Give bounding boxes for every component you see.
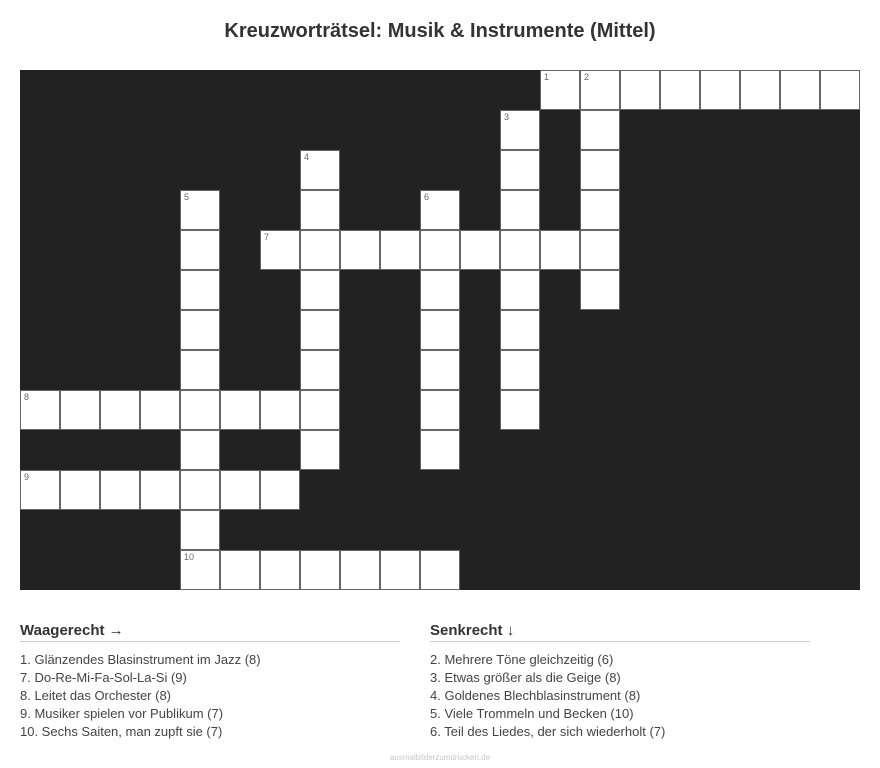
down-clue: 3. Etwas größer als die Geige (8)	[430, 670, 621, 685]
crossword-cell[interactable]	[300, 310, 340, 350]
crossword-cell[interactable]	[580, 150, 620, 190]
clue-number: 2	[584, 72, 590, 82]
clue-number: 6	[424, 192, 430, 202]
crossword-cell[interactable]	[140, 470, 180, 510]
crossword-cell[interactable]	[420, 390, 460, 430]
crossword-cell[interactable]	[540, 70, 580, 110]
crossword-cell[interactable]	[500, 230, 540, 270]
crossword-grid	[20, 70, 860, 590]
crossword-cell[interactable]	[500, 350, 540, 390]
crossword-cell[interactable]	[180, 430, 220, 470]
crossword-cell[interactable]	[420, 350, 460, 390]
clue-number: 9	[24, 472, 30, 482]
crossword-cell[interactable]	[420, 270, 460, 310]
crossword-cell[interactable]	[220, 470, 260, 510]
crossword-cell[interactable]	[260, 390, 300, 430]
clue-number: 8	[24, 392, 30, 402]
crossword-cell[interactable]	[500, 110, 540, 150]
crossword-cell[interactable]	[220, 550, 260, 590]
crossword-cell[interactable]	[340, 230, 380, 270]
crossword-cell[interactable]	[60, 390, 100, 430]
crossword-cell[interactable]	[260, 550, 300, 590]
crossword-cell[interactable]	[100, 470, 140, 510]
crossword-cell[interactable]	[20, 390, 60, 430]
crossword-cell[interactable]	[20, 470, 60, 510]
across-clues	[20, 622, 400, 741]
crossword-cell[interactable]	[260, 230, 300, 270]
crossword-cell[interactable]	[180, 510, 220, 550]
clue-number: 7	[264, 232, 270, 242]
crossword-cell[interactable]	[300, 430, 340, 470]
across-clue: 10. Sechs Saiten, man zupft sie (7)	[20, 724, 223, 739]
crossword-cell[interactable]	[420, 310, 460, 350]
clue-number: 3	[504, 112, 510, 122]
crossword-cell[interactable]	[500, 190, 540, 230]
down-clue: 6. Teil des Liedes, der sich wiederholt (7)	[430, 724, 666, 739]
crossword-cell[interactable]	[580, 190, 620, 230]
crossword-cell[interactable]	[820, 70, 860, 110]
crossword-cell[interactable]	[220, 390, 260, 430]
crossword-cell[interactable]	[300, 270, 340, 310]
crossword-cell[interactable]	[180, 190, 220, 230]
crossword-cell[interactable]	[500, 310, 540, 350]
crossword-cell[interactable]	[300, 230, 340, 270]
crossword-cell[interactable]	[180, 550, 220, 590]
crossword-cell[interactable]	[660, 70, 700, 110]
crossword-cell[interactable]	[60, 470, 100, 510]
crossword-cell[interactable]	[300, 390, 340, 430]
page-title: Kreuzworträtsel: Musik & Instrumente (Mittel)	[224, 20, 656, 42]
crossword-cell[interactable]	[180, 270, 220, 310]
clue-number: 1	[544, 72, 550, 82]
crossword-cell[interactable]	[340, 550, 380, 590]
down-clues	[430, 622, 810, 741]
crossword-cell[interactable]	[300, 350, 340, 390]
crossword-cell[interactable]	[180, 390, 220, 430]
crossword-cell[interactable]	[260, 470, 300, 510]
across-heading: Waagerecht →	[20, 622, 400, 642]
crossword-cell[interactable]	[180, 310, 220, 350]
crossword-cell[interactable]	[380, 550, 420, 590]
crossword-cell[interactable]	[180, 470, 220, 510]
crossword-cell[interactable]	[580, 70, 620, 110]
crossword-cell[interactable]	[300, 190, 340, 230]
crossword-cell[interactable]	[700, 70, 740, 110]
clue-number: 10	[184, 552, 195, 562]
crossword-cell[interactable]	[620, 70, 660, 110]
crossword-cell[interactable]	[300, 550, 340, 590]
crossword-cell[interactable]	[780, 70, 820, 110]
crossword-cell[interactable]	[500, 390, 540, 430]
crossword-cell[interactable]	[420, 190, 460, 230]
crossword-cell[interactable]	[420, 550, 460, 590]
down-clue: 4. Goldenes Blechblasinstrument (8)	[430, 688, 641, 703]
crossword-cell[interactable]	[500, 270, 540, 310]
crossword-cell[interactable]	[140, 390, 180, 430]
crossword-cell[interactable]	[380, 230, 420, 270]
crossword-cell[interactable]	[500, 150, 540, 190]
crossword-cell[interactable]	[740, 70, 780, 110]
clue-number: 4	[304, 152, 310, 162]
crossword-cell[interactable]	[180, 350, 220, 390]
crossword-cell[interactable]	[180, 230, 220, 270]
crossword-cell[interactable]	[580, 110, 620, 150]
across-clue: 8. Leitet das Orchester (8)	[20, 688, 172, 703]
down-clue: 2. Mehrere Töne gleichzeitig (6)	[430, 652, 614, 667]
across-clue: 9. Musiker spielen vor Publikum (7)	[20, 706, 224, 721]
crossword-cell[interactable]	[540, 230, 580, 270]
across-clue: 7. Do-Re-Mi-Fa-Sol-La-Si (9)	[20, 670, 187, 685]
crossword-cell[interactable]	[460, 230, 500, 270]
crossword-cell[interactable]	[580, 230, 620, 270]
footer-credit: ausmalbilderzumdrucken.de	[389, 753, 491, 762]
crossword-cell[interactable]	[100, 390, 140, 430]
down-heading: Senkrecht ↓	[430, 622, 810, 642]
crossword-cell[interactable]	[300, 150, 340, 190]
clue-number: 5	[184, 192, 190, 202]
crossword-cell[interactable]	[580, 270, 620, 310]
down-clue: 5. Viele Trommeln und Becken (10)	[430, 706, 634, 721]
crossword-cell[interactable]	[420, 430, 460, 470]
crossword-cell[interactable]	[420, 230, 460, 270]
across-clue: 1. Glänzendes Blasinstrument im Jazz (8)	[20, 652, 261, 667]
